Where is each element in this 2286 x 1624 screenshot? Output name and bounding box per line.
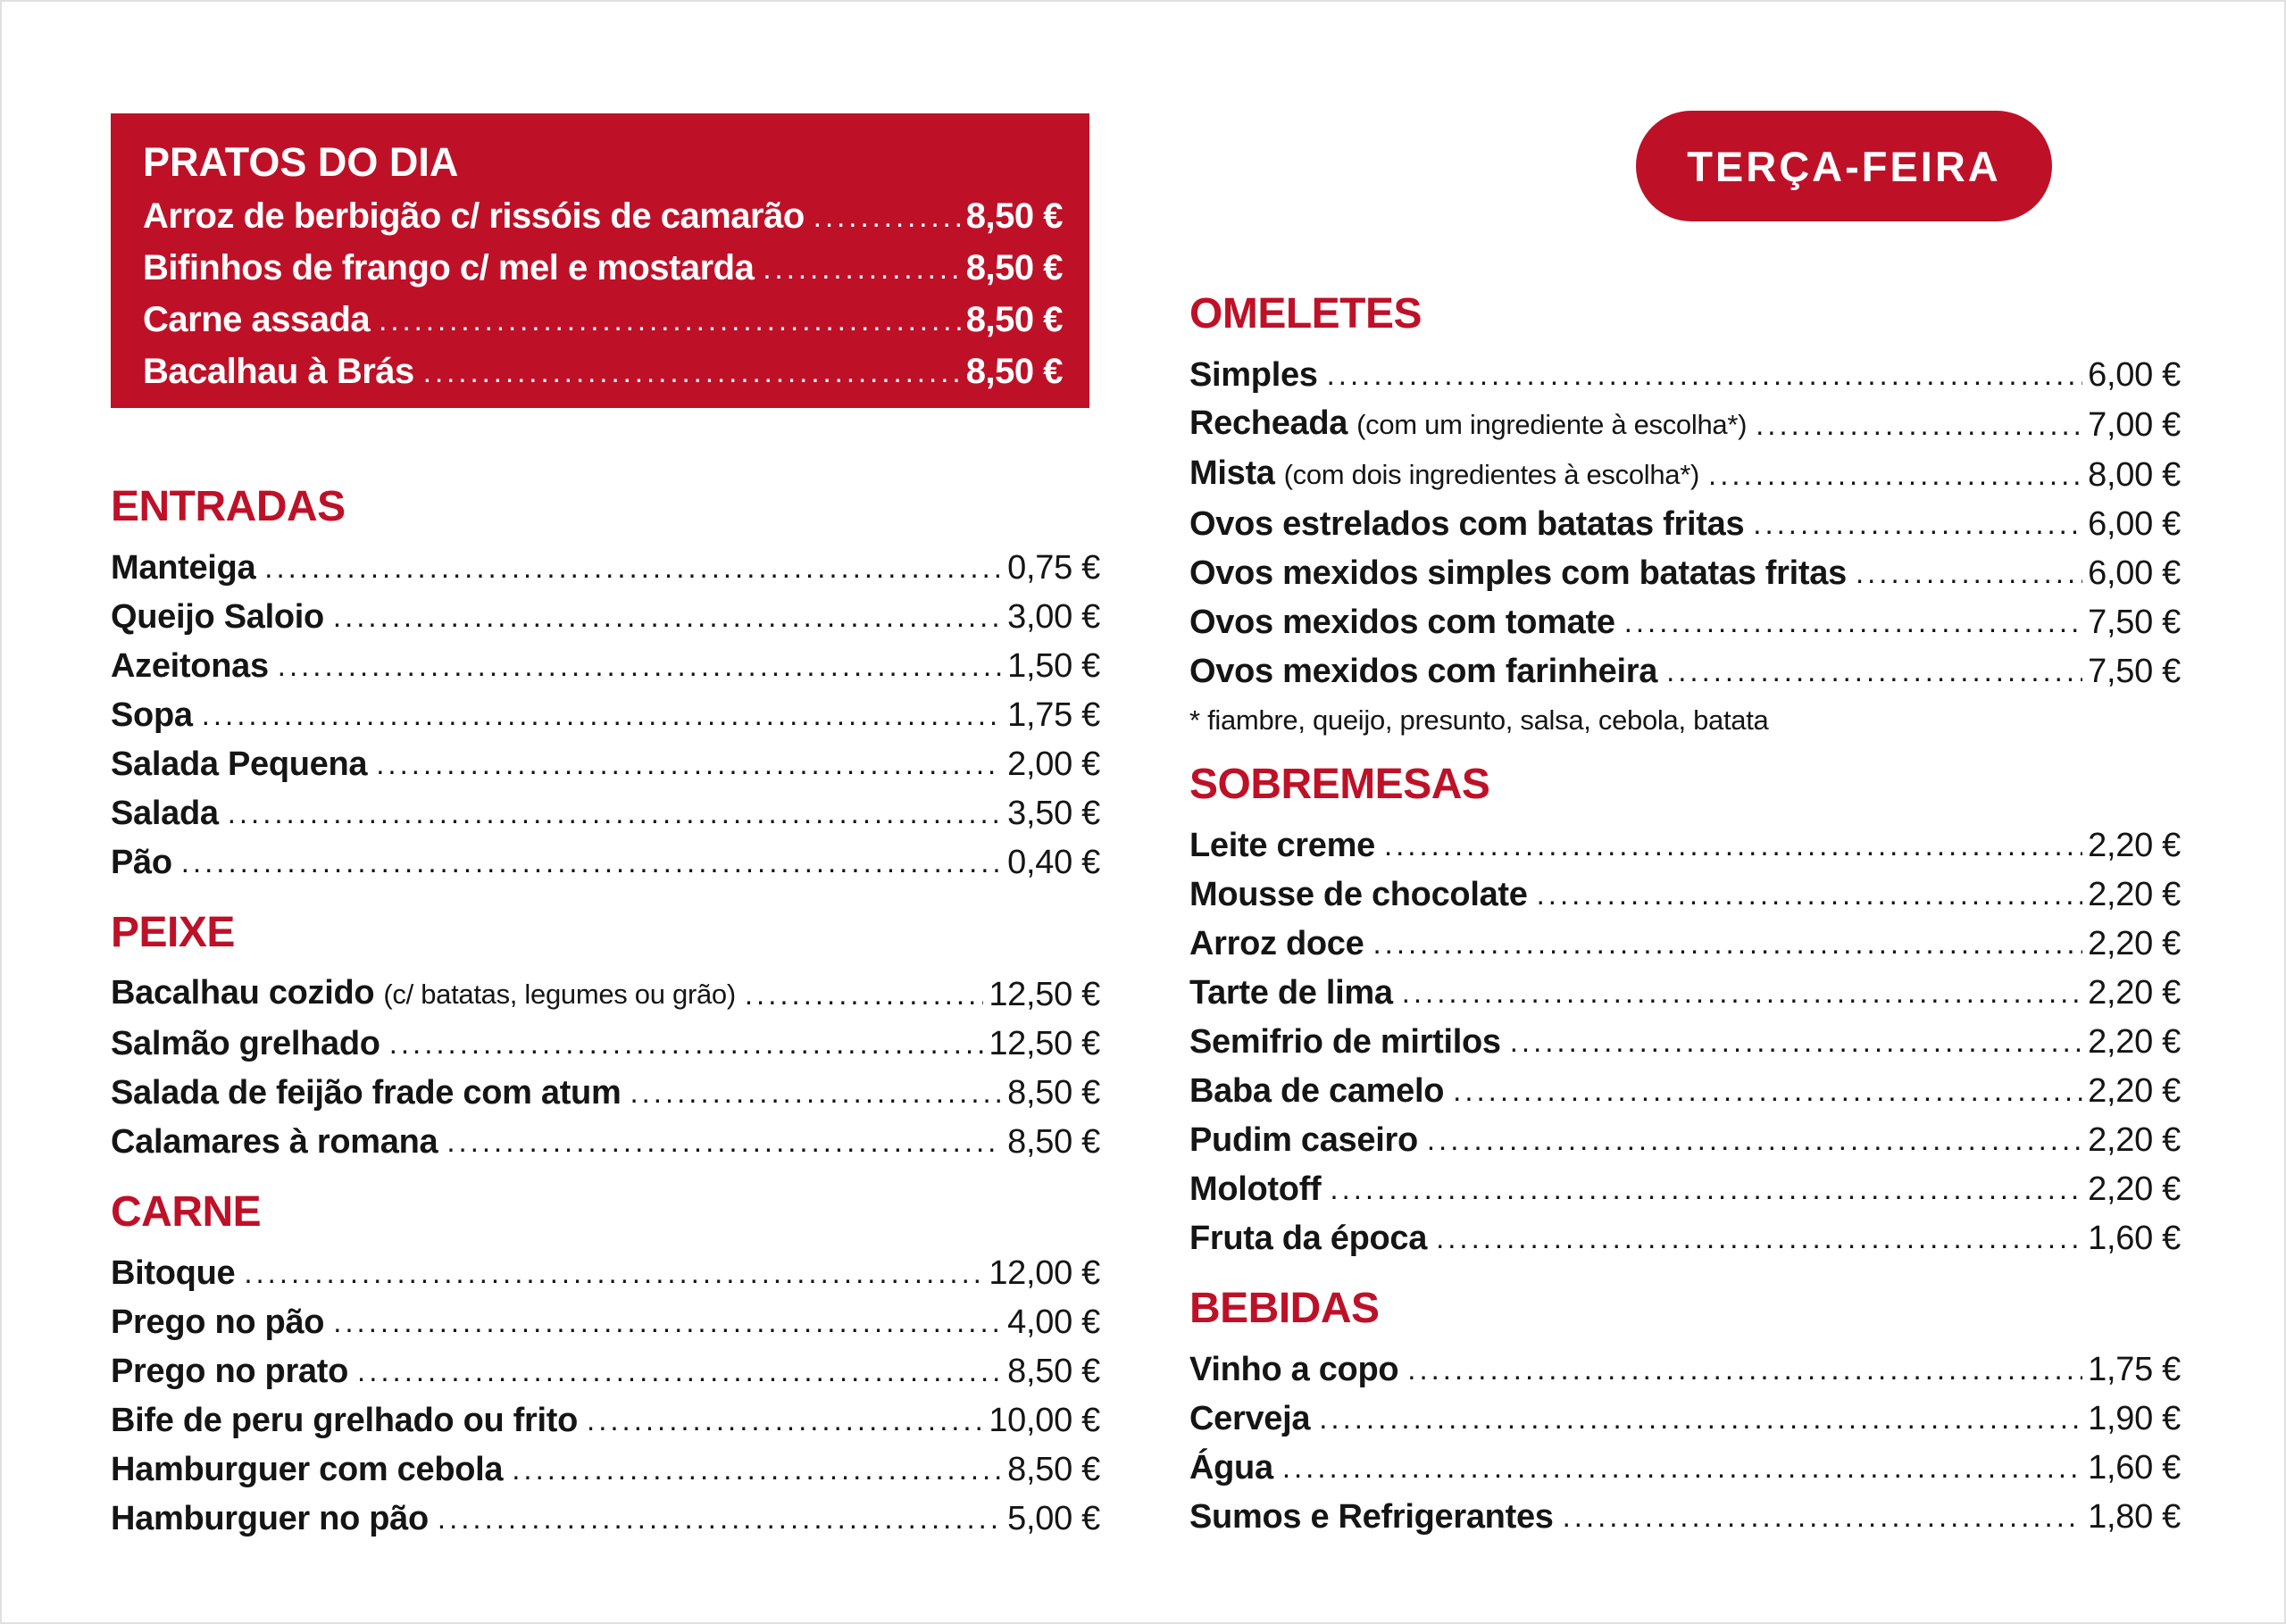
- item-name: [111, 1020, 380, 1068]
- menu-item-row: [1189, 1443, 2181, 1492]
- item-note: (com dois ingredientes à escolha*): [1283, 459, 1700, 490]
- menu-item-row: [1189, 1492, 2181, 1541]
- dot-leader: [1615, 597, 2082, 646]
- item-name-text: Arroz doce: [1189, 925, 1364, 962]
- item-name: [1189, 1345, 1398, 1394]
- menu-item-row: [1189, 1164, 2181, 1213]
- item-name-text: Salada de feijão frade com atum: [111, 1074, 622, 1112]
- item-name: [1189, 920, 1364, 968]
- item-name: [111, 1396, 578, 1445]
- item-name: [1189, 449, 1699, 499]
- menu-item-row: [111, 592, 1100, 641]
- dot-leader: [1444, 1066, 2082, 1115]
- item-name-text: Bacalhau cozido: [111, 974, 375, 1012]
- item-name-text: Bitoque: [111, 1254, 236, 1292]
- menu-section: [111, 908, 1100, 1166]
- item-name: [111, 1495, 429, 1543]
- item-name-text: Sopa: [111, 696, 193, 734]
- menu-item-row: [1189, 1017, 2181, 1066]
- item-name: [111, 1069, 621, 1117]
- daily-specials-items: [143, 190, 1063, 397]
- item-name-text: Salada Pequena: [111, 745, 368, 783]
- item-price: 4,00 €: [1007, 1303, 1100, 1341]
- dot-leader: [235, 1248, 983, 1297]
- item-name: [143, 346, 414, 397]
- item-name: [111, 838, 172, 887]
- daily-specials-title: PRATOS DO DIA: [143, 139, 459, 185]
- item-price: 8,50 €: [965, 352, 1063, 391]
- item-price: 1,50 €: [1007, 647, 1100, 685]
- menu-item-row: [1189, 449, 2181, 499]
- menu-item-row: [111, 1297, 1100, 1346]
- item-name-text: Azeitonas: [111, 647, 269, 685]
- menu-item-row: [111, 1019, 1100, 1068]
- menu-item-row: [111, 1248, 1100, 1297]
- item-price: 2,20 €: [2088, 1023, 2181, 1061]
- item-price: 8,50 €: [1007, 1074, 1100, 1112]
- item-name-text: Recheada: [1189, 404, 1348, 442]
- dot-leader: [1744, 499, 2082, 548]
- section-heading: ENTRADAS: [111, 483, 346, 530]
- item-price: 1,90 €: [2088, 1400, 2181, 1437]
- menu-item-row: [111, 1445, 1100, 1494]
- item-name-text: Pão: [111, 844, 172, 881]
- menu-item-row: [143, 190, 1063, 242]
- item-name: [1189, 1493, 1554, 1541]
- menu-item-row: [111, 788, 1100, 837]
- item-name-text: Simples: [1189, 356, 1318, 394]
- item-price: 8,50 €: [1007, 1123, 1100, 1161]
- item-name: [111, 1298, 324, 1346]
- menu-item-row: [111, 739, 1100, 788]
- item-name-text: Calamares à romana: [111, 1123, 438, 1161]
- item-price: 2,20 €: [2088, 974, 2181, 1012]
- item-name-text: Queijo Saloio: [111, 598, 324, 636]
- item-price: 8,50 €: [965, 300, 1063, 339]
- section-footnote: * fiambre, queijo, presunto, salsa, cebola, batata: [1189, 704, 1769, 736]
- dot-leader: [1318, 350, 2083, 399]
- item-price: 2,20 €: [2088, 1121, 2181, 1159]
- dot-leader: [414, 346, 961, 397]
- item-name: [1189, 598, 1615, 646]
- item-price: 7,50 €: [2088, 604, 2181, 641]
- menu-item-row: [143, 294, 1063, 346]
- item-price: 6,00 €: [2088, 356, 2181, 394]
- dot-leader: [193, 690, 1002, 739]
- item-name: [143, 295, 370, 346]
- dot-leader: [1393, 968, 2082, 1017]
- item-name: [111, 789, 219, 837]
- item-name-text: Vinho a copo: [1189, 1351, 1399, 1388]
- item-name-text: Fruta da época: [1189, 1220, 1428, 1257]
- item-price: 2,20 €: [2088, 925, 2181, 962]
- item-price: 1,60 €: [2088, 1449, 2181, 1487]
- dot-leader: [503, 1445, 1002, 1494]
- dot-leader: [269, 641, 1002, 690]
- item-name-text: Ovos estrelados com batatas fritas: [1189, 505, 1745, 543]
- dot-leader: [219, 788, 1002, 837]
- section-items: [111, 969, 1100, 1166]
- dot-leader: [1418, 1115, 2082, 1164]
- dot-leader: [1747, 400, 2082, 449]
- item-price: 7,00 €: [2088, 406, 2181, 444]
- item-price: 5,00 €: [1007, 1500, 1100, 1537]
- dot-leader: [805, 190, 961, 242]
- item-name-text: Sumos e Refrigerantes: [1189, 1498, 1554, 1536]
- menu-item-row: [111, 543, 1100, 592]
- dot-leader: [1310, 1394, 2082, 1443]
- item-price: 2,20 €: [2088, 827, 2181, 864]
- dot-leader: [1375, 820, 2082, 870]
- item-price: 8,50 €: [1007, 1451, 1100, 1488]
- menu-item-row: [111, 690, 1100, 739]
- dot-leader: [1273, 1443, 2082, 1492]
- menu-item-row: [111, 1117, 1100, 1166]
- item-name-text: Ovos mexidos simples com batatas fritas: [1189, 554, 1847, 592]
- item-name-text: Salada: [111, 795, 219, 832]
- item-name: [111, 1249, 235, 1297]
- item-name: [1189, 969, 1393, 1017]
- menu-section: [1189, 760, 2181, 1262]
- item-price: 8,50 €: [965, 196, 1063, 236]
- menu-item-row: [111, 1346, 1100, 1395]
- item-price: 6,00 €: [2088, 505, 2181, 543]
- item-price: 1,80 €: [2088, 1498, 2181, 1536]
- menu-section: [111, 1187, 1100, 1543]
- section-heading: SOBREMESAS: [1189, 761, 1490, 808]
- dot-leader: [1847, 548, 2082, 597]
- item-name-text: Cerveja: [1189, 1400, 1311, 1437]
- item-name: [1189, 399, 1747, 449]
- section-heading: CARNE: [111, 1188, 262, 1236]
- item-price: 2,00 €: [1007, 745, 1100, 783]
- menu-section: [111, 482, 1100, 887]
- menu-item-row: [1189, 1394, 2181, 1443]
- item-name: [111, 642, 269, 690]
- item-name: [1189, 1444, 1273, 1492]
- item-name-text: Ovos mexidos com tomate: [1189, 604, 1615, 641]
- dot-leader: [1501, 1017, 2082, 1066]
- dot-leader: [621, 1068, 1002, 1117]
- item-name-text: Prego no pão: [111, 1303, 325, 1341]
- item-name: [111, 969, 736, 1019]
- menu-item-row: [143, 242, 1063, 294]
- item-name: [143, 243, 754, 294]
- menu-item-row: [1189, 1213, 2181, 1262]
- dot-leader: [1657, 646, 2082, 695]
- item-name-text: Semifrio de mirtilos: [1189, 1023, 1501, 1061]
- right-column: [1189, 289, 2181, 1541]
- section-items: [1189, 350, 2181, 695]
- item-name-text: Bifinhos de frango c/ mel e mostarda: [143, 248, 755, 287]
- item-price: 1,75 €: [1007, 696, 1100, 734]
- item-price: 3,50 €: [1007, 795, 1100, 832]
- item-name: [1189, 647, 1657, 695]
- dot-leader: [1321, 1164, 2082, 1213]
- section-items: [1189, 1345, 2181, 1541]
- dot-leader: [754, 242, 960, 294]
- dot-leader: [1364, 919, 2082, 968]
- dot-leader: [367, 739, 1002, 788]
- item-price: 8,50 €: [965, 248, 1063, 287]
- menu-item-row: [1189, 919, 2181, 968]
- item-price: 12,00 €: [989, 1254, 1100, 1292]
- menu-section: [1189, 289, 2181, 738]
- item-name: [1189, 351, 1318, 399]
- item-price: 10,00 €: [989, 1402, 1100, 1439]
- item-name: [1189, 821, 1375, 870]
- item-name: [1189, 549, 1847, 597]
- section-heading: BEBIDAS: [1189, 1285, 1380, 1332]
- item-name: [1189, 1165, 1321, 1213]
- item-name: [1189, 1214, 1427, 1262]
- menu-item-row: [1189, 1345, 2181, 1394]
- menu-item-row: [1189, 968, 2181, 1017]
- item-price: 0,75 €: [1007, 549, 1100, 587]
- menu-item-row: [1189, 350, 2181, 399]
- menu-item-row: [1189, 548, 2181, 597]
- item-price: 8,00 €: [2088, 456, 2181, 494]
- menu-item-row: [1189, 1115, 2181, 1164]
- menu-item-row: [111, 837, 1100, 887]
- item-name-text: Mousse de chocolate: [1189, 876, 1528, 913]
- menu-item-row: [111, 1494, 1100, 1543]
- item-name-text: Arroz de berbigão c/ rissóis de camarão: [143, 196, 805, 236]
- item-price: 7,50 €: [2088, 653, 2181, 690]
- dot-leader: [1398, 1345, 2082, 1394]
- item-note: (c/ batatas, legumes ou grão): [383, 979, 736, 1010]
- item-name-text: Bife de peru grelhado ou frito: [111, 1402, 579, 1439]
- menu-item-row: [1189, 597, 2181, 646]
- item-name: [111, 1118, 438, 1166]
- dot-leader: [1699, 450, 2082, 499]
- dot-leader: [255, 543, 1002, 592]
- item-name: [1189, 1395, 1310, 1443]
- item-name: [111, 1445, 503, 1494]
- dot-leader: [324, 1297, 1002, 1346]
- item-price: 12,50 €: [989, 1025, 1100, 1062]
- dot-leader: [736, 970, 983, 1019]
- day-badge-label: TERÇA-FEIRA: [1687, 142, 2001, 190]
- left-column: [111, 482, 1100, 1543]
- item-name-text: Bacalhau à Brás: [143, 352, 414, 391]
- item-price: 1,75 €: [2088, 1351, 2181, 1388]
- item-name: [111, 740, 367, 788]
- menu-item-row: [111, 641, 1100, 690]
- section-heading: OMELETES: [1189, 290, 1422, 337]
- item-name-text: Baba de camelo: [1189, 1072, 1445, 1110]
- item-name-text: Hamburguer com cebola: [111, 1451, 504, 1488]
- item-price: 1,60 €: [2088, 1220, 2181, 1257]
- item-name: [111, 544, 255, 592]
- section-heading: PEIXE: [111, 909, 235, 956]
- item-price: 2,20 €: [2088, 1072, 2181, 1110]
- item-price: 8,50 €: [1007, 1353, 1100, 1390]
- item-name-text: Pudim caseiro: [1189, 1121, 1418, 1159]
- item-name: [111, 593, 324, 641]
- menu-item-row: [1189, 1066, 2181, 1115]
- item-name-text: Leite creme: [1189, 827, 1375, 864]
- item-name-text: Salmão grelhado: [111, 1025, 380, 1062]
- dot-leader: [429, 1494, 1002, 1543]
- item-name: [1189, 1018, 1501, 1066]
- item-name-text: Tarte de lima: [1189, 974, 1393, 1012]
- section-items: [111, 1248, 1100, 1543]
- menu-item-row: [143, 346, 1063, 397]
- section-items: [111, 543, 1100, 887]
- item-price: 3,00 €: [1007, 598, 1100, 636]
- item-price: 2,20 €: [2088, 1170, 2181, 1208]
- item-name-text: Água: [1189, 1449, 1273, 1487]
- dot-leader: [578, 1395, 983, 1445]
- item-name: [143, 191, 805, 242]
- menu-item-row: [1189, 646, 2181, 695]
- item-name-text: Ovos mexidos com farinheira: [1189, 653, 1658, 690]
- item-name: [1189, 870, 1528, 919]
- menu-item-row: [111, 1395, 1100, 1445]
- item-price: 2,20 €: [2088, 876, 2181, 913]
- dot-leader: [1427, 1213, 2082, 1262]
- item-name: [111, 691, 193, 739]
- item-name: [1189, 1067, 1444, 1115]
- dot-leader: [1554, 1492, 2083, 1541]
- dot-leader: [172, 837, 1002, 887]
- item-name: [1189, 500, 1744, 548]
- menu-item-row: [1189, 870, 2181, 919]
- dot-leader: [348, 1346, 1002, 1395]
- item-name: [111, 1347, 348, 1395]
- item-name-text: Prego no prato: [111, 1353, 349, 1390]
- item-name-text: Manteiga: [111, 549, 256, 587]
- day-badge: [1636, 111, 2052, 221]
- dot-leader: [370, 294, 961, 346]
- item-name-text: Hamburguer no pão: [111, 1500, 429, 1537]
- dot-leader: [1528, 870, 2083, 919]
- menu-item-row: [1189, 499, 2181, 548]
- item-name: [1189, 1116, 1418, 1164]
- daily-specials-panel: [111, 113, 1089, 408]
- item-price: 12,50 €: [989, 976, 1100, 1013]
- section-items: [1189, 820, 2181, 1262]
- item-name-text: Molotoff: [1189, 1170, 1322, 1208]
- menu-item-row: [111, 969, 1100, 1019]
- item-price: 6,00 €: [2088, 554, 2181, 592]
- menu-item-row: [111, 1068, 1100, 1117]
- menu-item-row: [1189, 820, 2181, 870]
- item-name-text: Mista: [1189, 454, 1275, 492]
- item-name-text: Carne assada: [143, 300, 371, 339]
- dot-leader: [438, 1117, 1002, 1166]
- dot-leader: [380, 1019, 984, 1068]
- item-note: (com um ingrediente à escolha*): [1356, 409, 1748, 440]
- menu-section: [1189, 1284, 2181, 1541]
- dot-leader: [324, 592, 1002, 641]
- item-price: 0,40 €: [1007, 844, 1100, 881]
- menu-item-row: [1189, 399, 2181, 449]
